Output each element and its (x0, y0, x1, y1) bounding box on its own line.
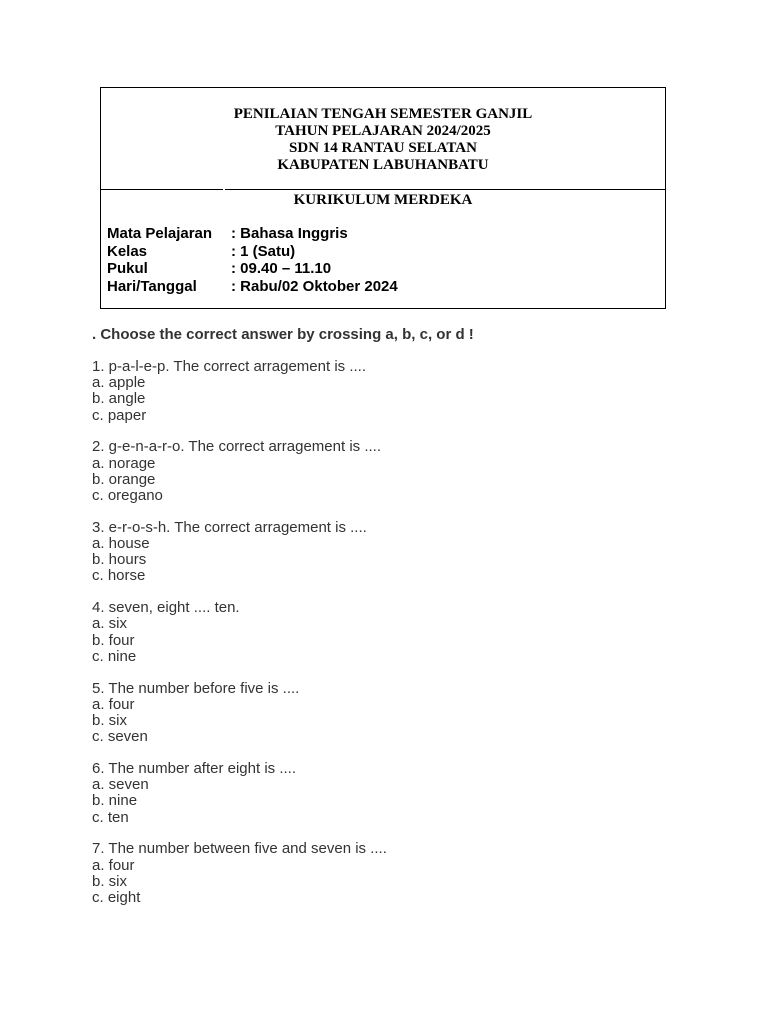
answer-option: a. four (92, 695, 135, 713)
question-3 (92, 520, 387, 585)
answer-option: c. seven (92, 728, 148, 746)
answer-option: c. horse (92, 567, 146, 585)
info-row-subject (107, 225, 398, 243)
question-5 (92, 681, 387, 746)
question-text: 4. seven, eight .... ten. (92, 599, 240, 617)
answer-option: a. apple (92, 374, 146, 392)
info-label: Pukul (107, 260, 148, 277)
answer-option: a. four (92, 856, 135, 874)
answer-option: b. hours (92, 551, 147, 569)
question-text: 1. p-a-l-e-p. The correct arragement is .... (92, 358, 366, 375)
question-6 (92, 761, 387, 826)
question-4 (92, 600, 387, 665)
exam-title (101, 106, 665, 174)
answer-option: b. nine (92, 792, 138, 810)
answer-option: a. seven (92, 776, 149, 794)
title-line: SDN 14 RANTAU SELATAN (289, 140, 477, 156)
answer-option: c. eight (92, 889, 141, 907)
kurikulum-label: KURIKULUM MERDEKA (293, 192, 473, 208)
title-line: PENILAIAN TENGAH SEMESTER GANJIL (233, 106, 533, 122)
question-7 (92, 841, 387, 906)
answer-option: b. six (92, 712, 128, 730)
title-line: KABUPATEN LABUHANBATU (277, 157, 489, 173)
question-1 (92, 359, 387, 424)
answer-option: b. six (92, 872, 128, 890)
info-value: : Bahasa Inggris (231, 225, 348, 242)
header-divider (225, 189, 665, 190)
question-text: 5. The number before five is .... (92, 679, 300, 697)
info-row-date (107, 278, 398, 296)
info-value: : Rabu/02 Oktober 2024 (231, 277, 398, 295)
info-label: Hari/Tanggal (107, 277, 197, 295)
answer-option: c. oregano (92, 487, 163, 505)
answer-option: a. norage (92, 454, 156, 472)
answer-option: a. six (92, 615, 128, 633)
question-text: 3. e-r-o-s-h. The correct arragement is .... (92, 518, 367, 536)
answer-option: c. nine (92, 647, 137, 665)
question-list (92, 359, 387, 922)
exam-header-box (100, 87, 666, 309)
title-line: TAHUN PELAJARAN 2024/2025 (275, 123, 491, 139)
question-text: 6. The number after eight is .... (92, 760, 296, 778)
answer-option: a. house (92, 535, 150, 553)
question-text: 2. g-e-n-a-r-o. The correct arragement is .... (92, 438, 381, 456)
instruction-text: . Choose the correct answer by crossing a, b, c, or d ! (92, 326, 474, 343)
answer-option: b. four (92, 631, 135, 649)
info-row-time (107, 260, 398, 278)
answer-option: c. paper (92, 406, 147, 424)
question-text: 7. The number between five and seven is .... (92, 840, 387, 858)
info-row-class (107, 243, 398, 261)
answer-option: b. orange (92, 470, 156, 488)
question-2 (92, 439, 387, 504)
answer-option: c. ten (92, 808, 129, 826)
info-label: Kelas (107, 242, 148, 260)
header-divider (101, 189, 223, 190)
info-value: : 09.40 – 11.10 (231, 260, 332, 277)
info-label: Mata Pelajaran (107, 225, 213, 242)
info-value: : 1 (Satu) (231, 242, 296, 260)
answer-option: b. angle (92, 390, 146, 408)
exam-info (107, 225, 398, 295)
